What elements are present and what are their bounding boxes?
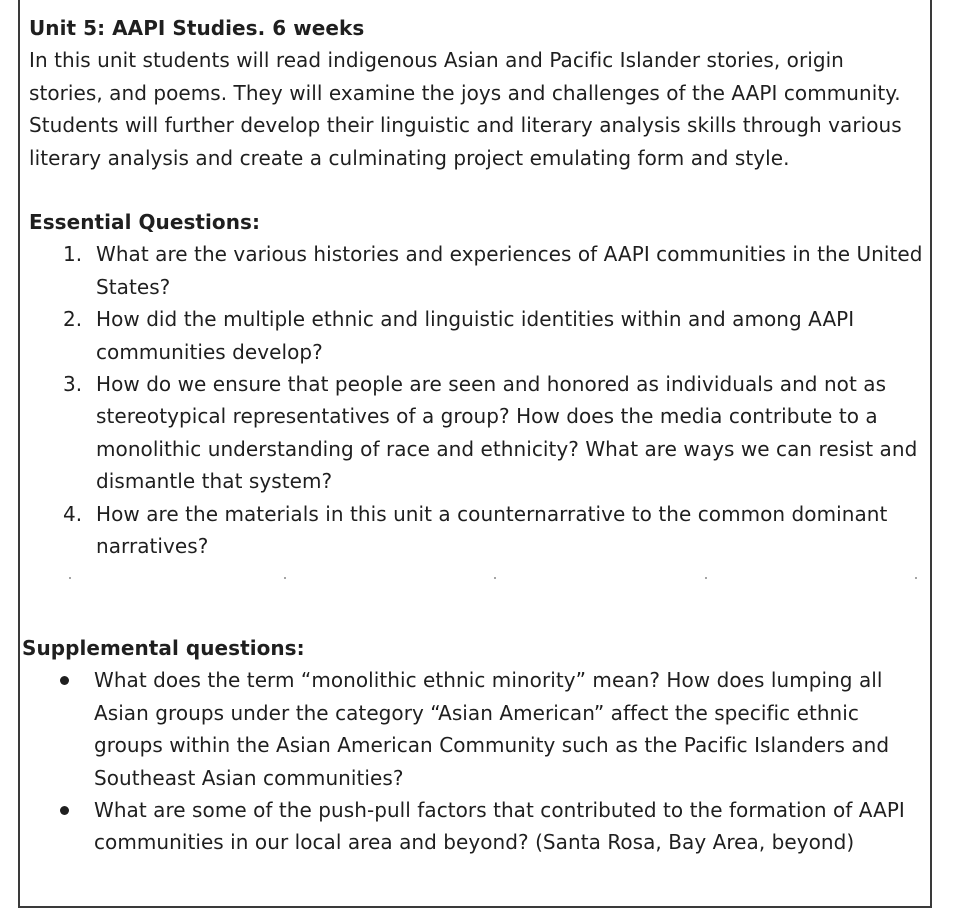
supplemental-section <box>22 632 932 859</box>
essential-question-text: What are the various histories and experiences of AAPI communities in the United States? <box>96 242 923 299</box>
list-number: 1. <box>63 242 83 267</box>
list-number: 2. <box>63 307 83 332</box>
scan-dot <box>915 577 917 579</box>
unit-description: In this unit students will read indigenous Asian and Pacific Islander stories, origin stories, and poems. They will examine the joys and challenges of the AAPI community. Students will further develop their linguistic and literary analysis skills through various literary analysis and create a culminating project emulating form and style. <box>29 48 902 170</box>
unit-section <box>29 12 929 595</box>
scan-dot <box>705 577 707 579</box>
bullet-icon <box>60 676 69 685</box>
essential-question-text: How are the materials in this unit a counternarrative to the common dominant narratives? <box>96 501 888 559</box>
bullet-icon <box>60 806 69 815</box>
list-number: 4. <box>63 501 83 526</box>
supplemental-question-item <box>22 794 906 859</box>
supplemental-question-item <box>22 664 906 794</box>
essential-questions-list <box>29 238 929 562</box>
unit-title: Unit 5: AAPI Studies. 6 weeks <box>29 16 365 40</box>
scan-artifact-dots <box>29 563 929 595</box>
essential-question-item <box>29 498 929 563</box>
essential-question-item <box>29 238 929 303</box>
supplemental-questions-list <box>22 664 932 858</box>
supplemental-question-text: What are some of the push-pull factors that contributed to the formation of AAPI communities in our local area and beyond? (Santa Rosa, Bay Area, beyond) <box>94 798 905 855</box>
scan-dot <box>494 577 496 579</box>
essential-question-text: How do we ensure that people are seen and honored as individuals and not as stereotypical representatives of a group? How does the media contribute to a monolithic understanding of race and ethnicity? What are ways we can resist and dismantle that system? <box>96 372 918 494</box>
essential-question-text: How did the multiple ethnic and linguistic identities within and among AAPI communities develop? <box>96 307 855 364</box>
essential-questions-heading: Essential Questions: <box>29 210 261 235</box>
scan-dot <box>284 577 286 579</box>
supplemental-question-text: What does the term “monolithic ethnic minority” mean? How does lumping all Asian groups under the category “Asian American” affect the specific ethnic groups within the Asian American Community such as the Pacific Islanders and Southeast Asian communities? <box>94 668 890 790</box>
scan-dot <box>69 577 71 579</box>
supplemental-questions-heading: Supplemental questions: <box>22 636 305 660</box>
essential-question-item <box>29 368 929 498</box>
essential-question-item <box>29 303 929 368</box>
list-number: 3. <box>63 372 83 397</box>
